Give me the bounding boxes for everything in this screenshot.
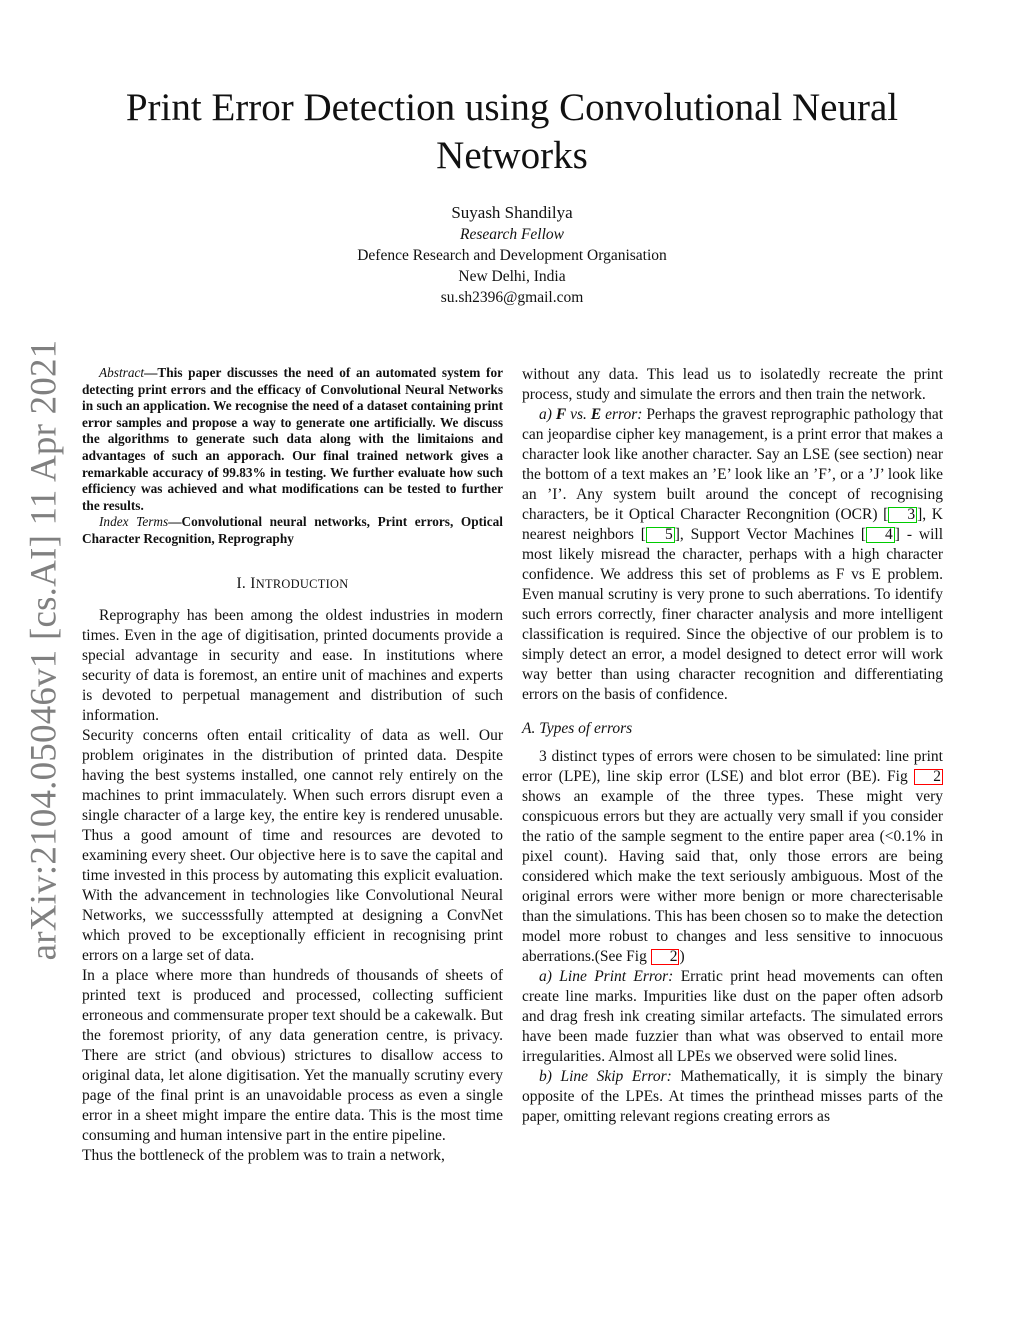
fe-text-3: ], Support Vector Machines [	[674, 526, 867, 543]
lse-title: b) Line Skip Error:	[539, 1068, 672, 1085]
fe-text-4: ] - will most likely misread the character, perhaps with a high character confidence. We address this set of problems as F vs E problem. Even manual scrutiny is very prone to such aberrations. To identify such errors correctly, finer character analysis and more intelligent classification is required. Since the objective of our problem is to simply detect an error, a model designed to detect error will work way better than using character recognition and differentiating errors on the basis of confidence.	[522, 526, 944, 703]
index-terms-lead: Index Terms	[99, 514, 169, 530]
right-column	[522, 365, 943, 1127]
abstract	[82, 365, 503, 514]
intro-paragraph-4: Thus the bottleneck of the problem was to train a network,	[82, 1146, 445, 1164]
fe-error: error:	[605, 406, 643, 423]
types-text-1: 3 distinct types of errors were chosen to be simulated: line print error (LPE), line skip error (LSE) and blot error (BE). Fig	[522, 748, 943, 785]
intro-paragraph-2: Security concerns often entail criticality of data as well. Our problem originates in the distribution of printed data. Despite having the best systems installed, one cannot rely entirely on the machines to print immaculately. When such errors disrupt even a single character of a large key, the entire key is rendered unusable. Thus a good amount of time and resources are devoted to examining every sheet. Our objective here is to save the capital and time invested in this process by automating this explicit evaluation. With the advancement in technologies like Convolutional Neural Networks, we successsfully attempted at designing a ConvNet which proved to be exceptionally efficient in recognising print errors on a large set of data.	[82, 726, 503, 964]
author-role: Research Fellow	[459, 226, 565, 243]
paper-title: Print Error Detection using Convolutional Neural Networks	[125, 86, 899, 177]
fe-f: F	[555, 406, 567, 423]
section-first-letter: I	[250, 574, 256, 592]
section-number: I.	[236, 574, 247, 592]
types-paragraph	[522, 747, 943, 967]
intro-paragraph-1: Reprography has been among the oldest industries in modern times. Even in the age of digitisation, printed documents provide a special advantage in security and ease. In institutions where security of data is foremost, an entire unit of machines and experts is devoted to perpetual management and distribution of such information.	[82, 606, 503, 724]
arxiv-identifier: arXiv:2104.05046v1 [cs.AI] 11 Apr 2021	[23, 339, 65, 961]
index-terms	[82, 514, 503, 547]
author-name: Suyash Shandilya	[451, 203, 573, 222]
citation-link[interactable]: 5	[646, 527, 675, 543]
continued-paragraph: without any data. This lead us to isolatedly recreate the print process, study and simulate the errors and then train the network.	[522, 366, 943, 403]
types-text-3: )	[679, 948, 685, 965]
intro-paragraph-3: In a place where more than hundreds of thousands of sheets of printed text is produced and processed, collecting sufficient erroneous and commensurate proper text should be a cakewalk. But the foremost priority, of any data generation centre, is privacy. There are strict (and obvious) strictures to disallow access to original data, let alone digitisation. Yet the manually scrutiny every page of the final print is an unavoidable process as even a single error in a sheet might impare the entire data. This is the most time consuming and human intensive part in the entire pipeline.	[82, 966, 503, 1144]
fe-text-2: ], K nearest neighbors [	[522, 506, 943, 543]
author-location: New Delhi, India	[458, 268, 566, 285]
citation-link[interactable]: 4	[866, 527, 895, 543]
figure-link[interactable]: 2	[651, 949, 680, 965]
line-skip-error-paragraph	[522, 1067, 943, 1127]
author-block	[212, 202, 812, 308]
fe-label: a)	[539, 406, 552, 423]
section-heading-introduction	[82, 574, 503, 594]
fe-vs: vs.	[570, 406, 587, 423]
citation-link[interactable]: 3	[888, 507, 917, 523]
line-print-error-paragraph	[522, 967, 943, 1067]
author-email: su.sh2396@gmail.com	[440, 289, 584, 306]
f-vs-e-paragraph	[522, 405, 943, 705]
subsection-heading-types-of-errors: A. Types of errors	[522, 720, 633, 737]
fe-e: E	[590, 406, 602, 423]
left-column	[82, 365, 503, 1166]
section-title-rest: NTRODUCTION	[255, 576, 349, 591]
author-organisation: Defence Research and Development Organisation	[357, 247, 667, 264]
lse-text: Mathematically, it is simply the binary opposite of the LPEs. At times the printhead misses parts of the paper, omitting relevant regions creating errors as	[522, 1068, 943, 1125]
abstract-text: —This paper discusses the need of an automated system for detecting print errors and the efficacy of Convolutional Neural Networks in such an application. We recognise the need of a dataset containing print error samples and propose a way to generate one artificially. We discuss the algorithms to generate such data along with the limitaions and advantages of such an apporach. Our final trained network gives a remarkable accuracy of 99.83% in testing. We further evaluate how such efficiency was achieved and what modifications can be tested to further the results.	[82, 365, 503, 513]
figure-link[interactable]: 2	[914, 769, 943, 785]
index-terms-text: —Convolutional neural networks, Print errors, Optical Character Recognition, Reprography	[82, 514, 503, 546]
lpe-text: Erratic print head movements can often create line marks. Impurities like dust on the paper often adsorb and drag fresh ink creating similar artefacts. The simulated errors have been made fuzzier than what was observed to entail more irregularities. Almost all LPEs we observed were solid lines.	[522, 968, 944, 1065]
fe-text-1: Perhaps the gravest reprographic pathology that can jeopardise cipher key management, is a print error that makes a character look like another character. Say an LSE (see section) near the bottom of a text makes an ’E’ look like an ’F’, or a ’J’ look like an ’I’. Any system built around the concept of recognising characters, be it Optical Character Recongnition (OCR) [	[522, 406, 944, 523]
types-text-2: shows an example of the three types. These might very conspicuous errors but they are actually very small if you consider the ratio of the sample segment to the entire paper area (<0.1% in pixel count). Having said that, only those errors are being considered which make the text seriously ambiguous. Most of the original errors were wither more benign or more charecterisable than the simulations. This has been chosen so to make the detection model more robust to changes and less sensitive to innocuous aberrations.(See Fig	[522, 788, 943, 965]
abstract-lead: Abstract	[99, 365, 145, 380]
lpe-title: a) Line Print Error:	[539, 968, 674, 985]
